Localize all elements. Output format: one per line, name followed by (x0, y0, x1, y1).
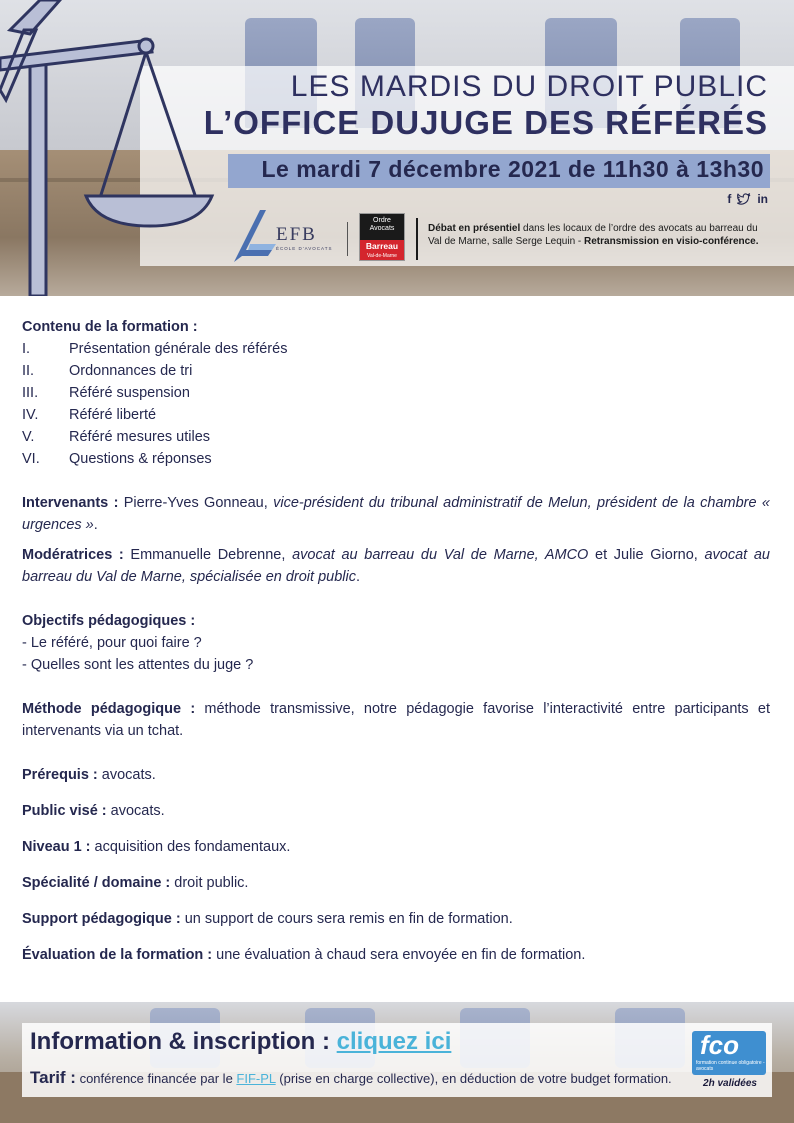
facebook-icon[interactable]: f (727, 192, 732, 206)
linkedin-icon[interactable]: in (757, 192, 768, 206)
logo-divider (347, 222, 348, 256)
twitter-icon[interactable] (737, 193, 751, 205)
logo-divider (416, 218, 418, 260)
barreau-logo-name: Barreau (360, 240, 404, 252)
fif-pl-link[interactable]: FIF-PL (236, 1071, 276, 1086)
list-item: VI. Questions & réponses (22, 451, 212, 467)
event-series-title: LES MARDIS DU DROIT PUBLIC (290, 70, 768, 103)
course-details (22, 316, 770, 966)
tarif-line: Tarif : conférence financée par le FIF-PL (prise en charge collective), en déduction de votre budget formation. (30, 1068, 672, 1087)
detail-evaluation: Évaluation de la formation : une évaluation à chaud sera envoyée en fin de formation. (22, 947, 586, 963)
contenu-title: Contenu de la formation : (22, 319, 198, 335)
header-banner (0, 0, 794, 296)
contenu-list (22, 338, 770, 470)
detail-support: Support pédagogique : un support de cours sera remis en fin de formation. (22, 911, 513, 927)
list-item: II. Ordonnances de tri (22, 363, 193, 379)
objectifs-title: Objectifs pédagogiques : (22, 613, 196, 629)
barreau-logo-top: Ordre Avocats (360, 214, 404, 240)
detail-prerequis: Prérequis : avocats. (22, 767, 156, 783)
methode-paragraph: Méthode pédagogique : méthode transmissive, notre pédagogie favorise l’interactivité entre participants et intervenants via un tchat. (22, 701, 770, 739)
registration-line: Information & inscription : cliquez ici (30, 1028, 452, 1055)
efb-subtitle: ÉCOLE D'AVOCATS (276, 246, 333, 251)
justice-scales-icon (0, 0, 240, 296)
moderatrices-paragraph: Modératrices : Emmanuelle Debrenne, avocat au barreau du Val de Marne, AMCO et Julie Giorno, avocat au barreau du Val de Marne, spécialisée en droit public. (22, 547, 771, 585)
fco-hours: 2h validées (703, 1078, 757, 1089)
barreau-logo-place: Val-de-Marne (360, 252, 404, 260)
efb-wordmark: EFB (276, 224, 317, 245)
intervenants-paragraph: Intervenants : Pierre-Yves Gonneau, vice-président du tribunal administratif de Melun, président de la chambre « urgences ». (22, 495, 770, 533)
footer-banner (0, 1002, 794, 1123)
list-item: III. Référé suspension (22, 385, 190, 401)
list-item: I. Présentation générale des référés (22, 341, 288, 357)
social-links (727, 192, 768, 206)
event-title: L’OFFICE DUJUGE DES RÉFÉRÉS (203, 104, 768, 141)
event-date: Le mardi 7 décembre 2021 de 11h30 à 13h30 (261, 156, 764, 182)
list-item: IV. Référé liberté (22, 407, 157, 423)
detail-public: Public visé : avocats. (22, 803, 165, 819)
fco-badge: fco formation continue obligatoire - avocats 2h validées (690, 1028, 770, 1092)
registration-link[interactable]: cliquez ici (336, 1028, 452, 1055)
list-item: V. Référé mesures utiles (22, 429, 211, 445)
detail-niveau: Niveau 1 : acquisition des fondamentaux. (22, 839, 291, 855)
list-item: - Quelles sont les attentes du juge ? (22, 657, 254, 673)
detail-specialite: Spécialité / domaine : droit public. (22, 875, 249, 891)
barreau-logo (359, 213, 405, 261)
event-location-note: Débat en présentiel dans les locaux de l’ordre des avocats au barreau du Val de Marne, salle Serge Lequin - Retransmission en visio-conférence. (428, 223, 759, 247)
list-item: - Le référé, pour quoi faire ? (22, 635, 202, 651)
